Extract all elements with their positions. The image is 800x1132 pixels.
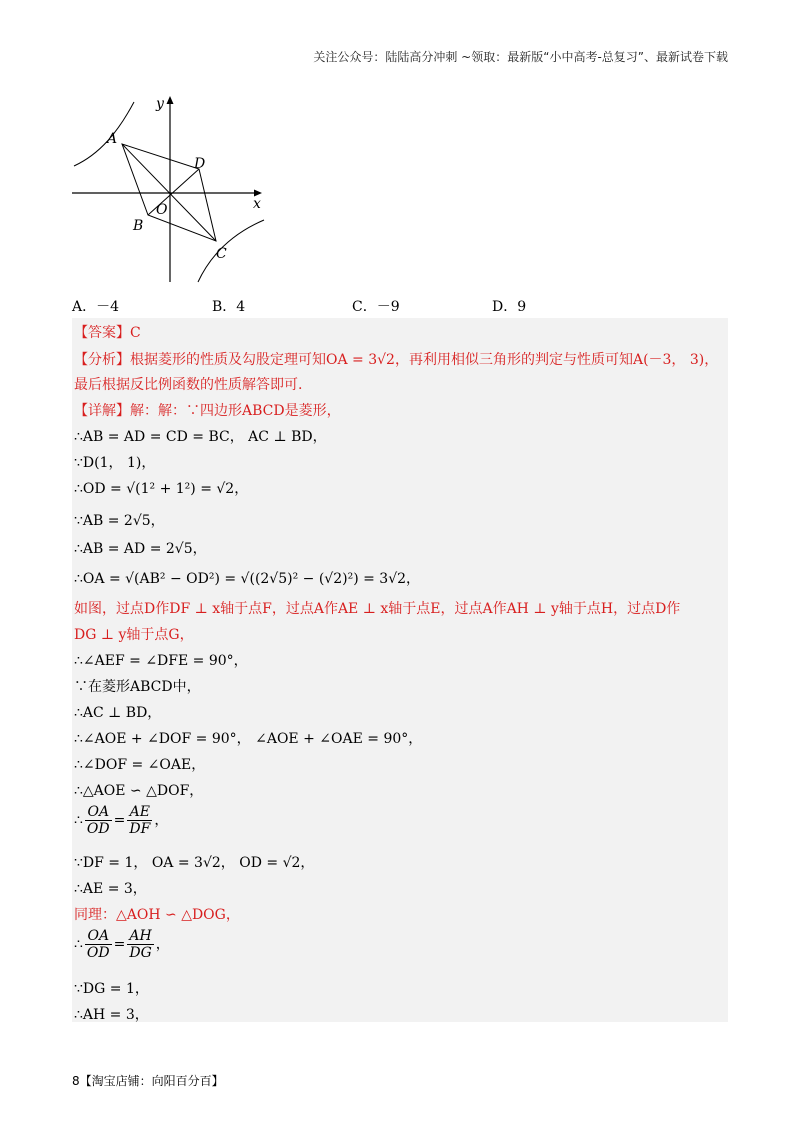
label-x: x bbox=[253, 196, 261, 212]
geometry-figure bbox=[70, 92, 270, 287]
answer-line bbox=[74, 322, 141, 342]
label-d: D bbox=[194, 156, 206, 172]
analysis-tag: 【分析】 bbox=[74, 352, 130, 368]
step-line: ∴∠DOF = ∠OAE， bbox=[74, 757, 206, 773]
detail-text-1: 解：解：∵四边形ABCD是菱形， bbox=[130, 403, 341, 419]
label-y: y bbox=[156, 96, 164, 112]
step-line: ∴AC ⊥ BD， bbox=[74, 705, 162, 721]
step-line: ∴AH = 3， bbox=[74, 1007, 149, 1023]
step-line: ∴OA = √(AB² − OD²) = √((2√5)² − (√2)²) = 3√2， bbox=[74, 571, 421, 587]
step-line: ∵AB = 2√5， bbox=[74, 513, 165, 529]
step-line: ∴AE = 3， bbox=[74, 881, 147, 897]
y-axis-arrow bbox=[167, 96, 174, 104]
equals-sign: = bbox=[113, 812, 126, 829]
numerator: AH bbox=[127, 928, 153, 945]
analysis-text-1: 根据菱形的性质及勾股定理可知OA = 3√2，再利用相似三角形的判定与性质可知A(－3， 3)， bbox=[130, 352, 719, 368]
denominator: DF bbox=[129, 821, 151, 837]
fraction-oa-od bbox=[85, 928, 112, 961]
hyperbola-branch-lower-right bbox=[198, 220, 264, 282]
step-line: ∴AB = AD = CD = BC， AC ⊥ BD， bbox=[74, 429, 327, 445]
fraction-suffix: ， bbox=[155, 936, 170, 953]
answer-tag: 【答案】 bbox=[74, 325, 130, 341]
analysis-text-2: 最后根据反比例函数的性质解答即可. bbox=[74, 377, 303, 393]
step-line: ∵DG = 1， bbox=[74, 981, 149, 997]
choice-a: A．－4 bbox=[72, 299, 120, 315]
fraction-ah-dg bbox=[127, 928, 153, 961]
label-a: A bbox=[107, 131, 118, 147]
choice-c: C．－9 bbox=[352, 299, 400, 315]
label-b: B bbox=[133, 218, 144, 234]
fraction-oa-od bbox=[85, 804, 112, 837]
equals-sign: = bbox=[113, 936, 126, 953]
step-line: ∵D(1， 1)， bbox=[74, 455, 156, 471]
fraction-suffix: ， bbox=[154, 812, 169, 829]
step-line: ∵在菱形ABCD中， bbox=[74, 679, 201, 695]
answer-value: C bbox=[130, 325, 141, 341]
analysis-line-1 bbox=[74, 349, 718, 369]
page-footer: 8【淘宝店铺：向阳百分百】 bbox=[72, 1074, 224, 1088]
step-line: 同理：△AOH ∽ △DOG， bbox=[74, 907, 240, 923]
denominator: DG bbox=[129, 945, 152, 961]
label-o: O bbox=[156, 202, 168, 218]
page-header: 关注公众号：陆陆高分冲刺 ~领取：最新版“小中高考-总复习”、最新试卷下载 bbox=[313, 50, 728, 64]
fraction-ae-df bbox=[127, 804, 152, 837]
detail-tag: 【详解】 bbox=[74, 403, 130, 419]
step-line: ∵DF = 1， OA = 3√2， OD = √2， bbox=[74, 855, 315, 871]
denominator: OD bbox=[86, 821, 110, 837]
step-line: ∴AB = AD = 2√5， bbox=[74, 541, 207, 557]
fraction-line-1 bbox=[74, 804, 168, 837]
fraction-prefix: ∴ bbox=[74, 936, 83, 953]
fraction-line-2 bbox=[74, 928, 170, 961]
solution-panel bbox=[72, 318, 728, 1022]
hyperbola-branch-upper-left bbox=[74, 102, 134, 166]
choice-d: D．9 bbox=[492, 299, 527, 315]
choice-b: B．4 bbox=[212, 299, 246, 315]
denominator: OD bbox=[86, 945, 110, 961]
label-c: C bbox=[216, 246, 227, 262]
step-line: ∴∠AOE + ∠DOF = 90°， ∠AOE + ∠OAE = 90°， bbox=[74, 731, 423, 747]
fraction-prefix: ∴ bbox=[74, 812, 83, 829]
detail-line-1 bbox=[74, 400, 341, 420]
construction-line-1: 如图，过点D作DF ⊥ x轴于点F，过点A作AE ⊥ x轴于点E，过点A作AH ⊥ y轴于点H，过点D作 bbox=[74, 601, 681, 617]
construction-line-2: DG ⊥ y轴于点G， bbox=[74, 627, 194, 643]
step-line: ∴△AOE ∽ △DOF， bbox=[74, 783, 204, 799]
numerator: OA bbox=[85, 928, 112, 945]
numerator: AE bbox=[127, 804, 152, 821]
numerator: OA bbox=[85, 804, 112, 821]
step-line: ∴OD = √(1² + 1²) = √2， bbox=[74, 481, 249, 497]
step-line: ∴∠AEF = ∠DFE = 90°， bbox=[74, 653, 248, 669]
